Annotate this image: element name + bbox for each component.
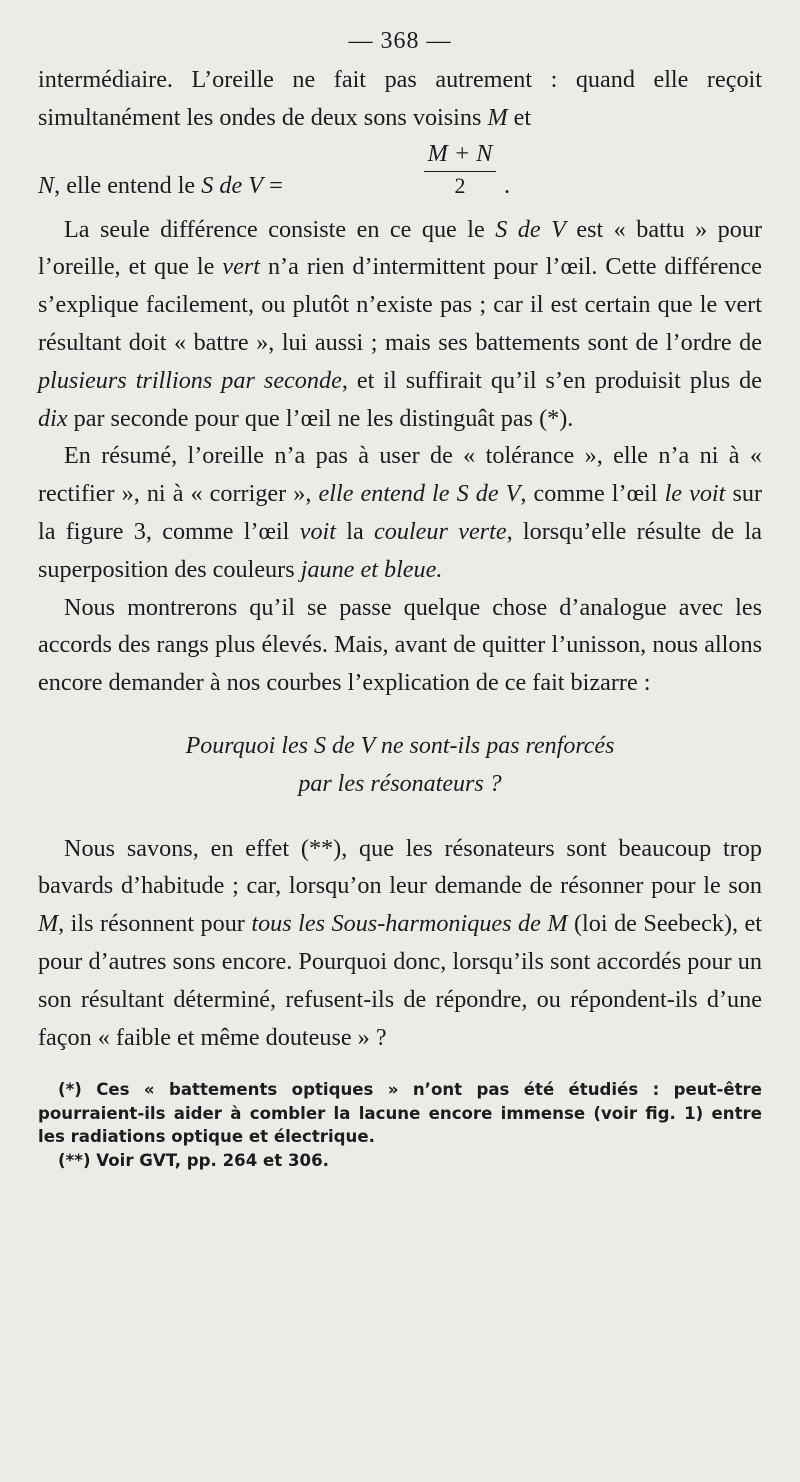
s-de-v-term: S de V: [201, 171, 264, 199]
paragraph-1: intermédiaire. L’oreille ne fait pas autrement : quand elle reçoit simultanément les ondes de deux sons voisins M et: [38, 66, 762, 131]
formula-line: N, elle entend le S de V = M + N 2 .: [38, 137, 762, 211]
footnote-1: (*) Ces « battements optiques » n’ont pas été étudiés : peut-être pourraient-ils aider à combler la lacune encore immense (voir fig. 1) entre les radiations optique et électrique.: [38, 1080, 762, 1147]
fraction-denominator: 2: [454, 172, 466, 198]
fraction: [420, 137, 500, 200]
footnotes: [38, 1078, 762, 1172]
paragraph-2: La seule différence consiste en ce que le S de V est « battu » pour l’oreille, et que le vert n’a rien d’intermittent pour l’œil. Cette différence s’explique facilement, ou plutôt n’existe pas ; car il est certain que le vert résultant doit « battre », lui aussi ; mais ses battements sont de l’ordre de plusieurs trillions par seconde, et il suffirait qu’il s’en produisit plus de dix par seconde pour que l’œil ne les distinguât pas (*).: [38, 215, 763, 432]
paragraph-3: En résumé, l’oreille n’a pas à user de « tolérance », elle n’a ni à « rectifier », ni à « corriger », elle entend le S de V, comme l’œil le voit sur la figure 3, comme l’œil voit la couleur verte, lorsqu’elle résulte de la superposition des couleurs jaune et bleue.: [38, 442, 763, 583]
section-heading: Pourquoi les S de V ne sont-ils pas renforcés par les résonateurs ?: [185, 732, 615, 797]
paragraph-5: Nous savons, en effet (**), que les résonateurs sont beaucoup trop bavards d’habitude ; car, lorsqu’on leur demande de résonner pour le son M, ils résonnent pour tous les Sous-harmoniques de M (loi de Seebeck), et pour d’autres sons encore. Pourquoi donc, lorsqu’ils sont accordés pour un son résultant déterminé, refusent-ils de répondre, ou répondent-ils d’une façon « faible et même douteuse » ?: [38, 834, 762, 1051]
fraction-numerator: M + N: [427, 139, 493, 167]
paragraph-4: Nous montrerons qu’il se passe quelque chose d’analogue avec les accords des rangs plus élevés. Mais, avant de quitter l’unisson, nous allons encore demander à nos courbes l’explication de ce fait bizarre :: [38, 593, 762, 697]
page-number: — 368 —: [348, 28, 452, 54]
footnote-2: (**) Voir GVT, pp. 264 et 306.: [58, 1150, 329, 1170]
